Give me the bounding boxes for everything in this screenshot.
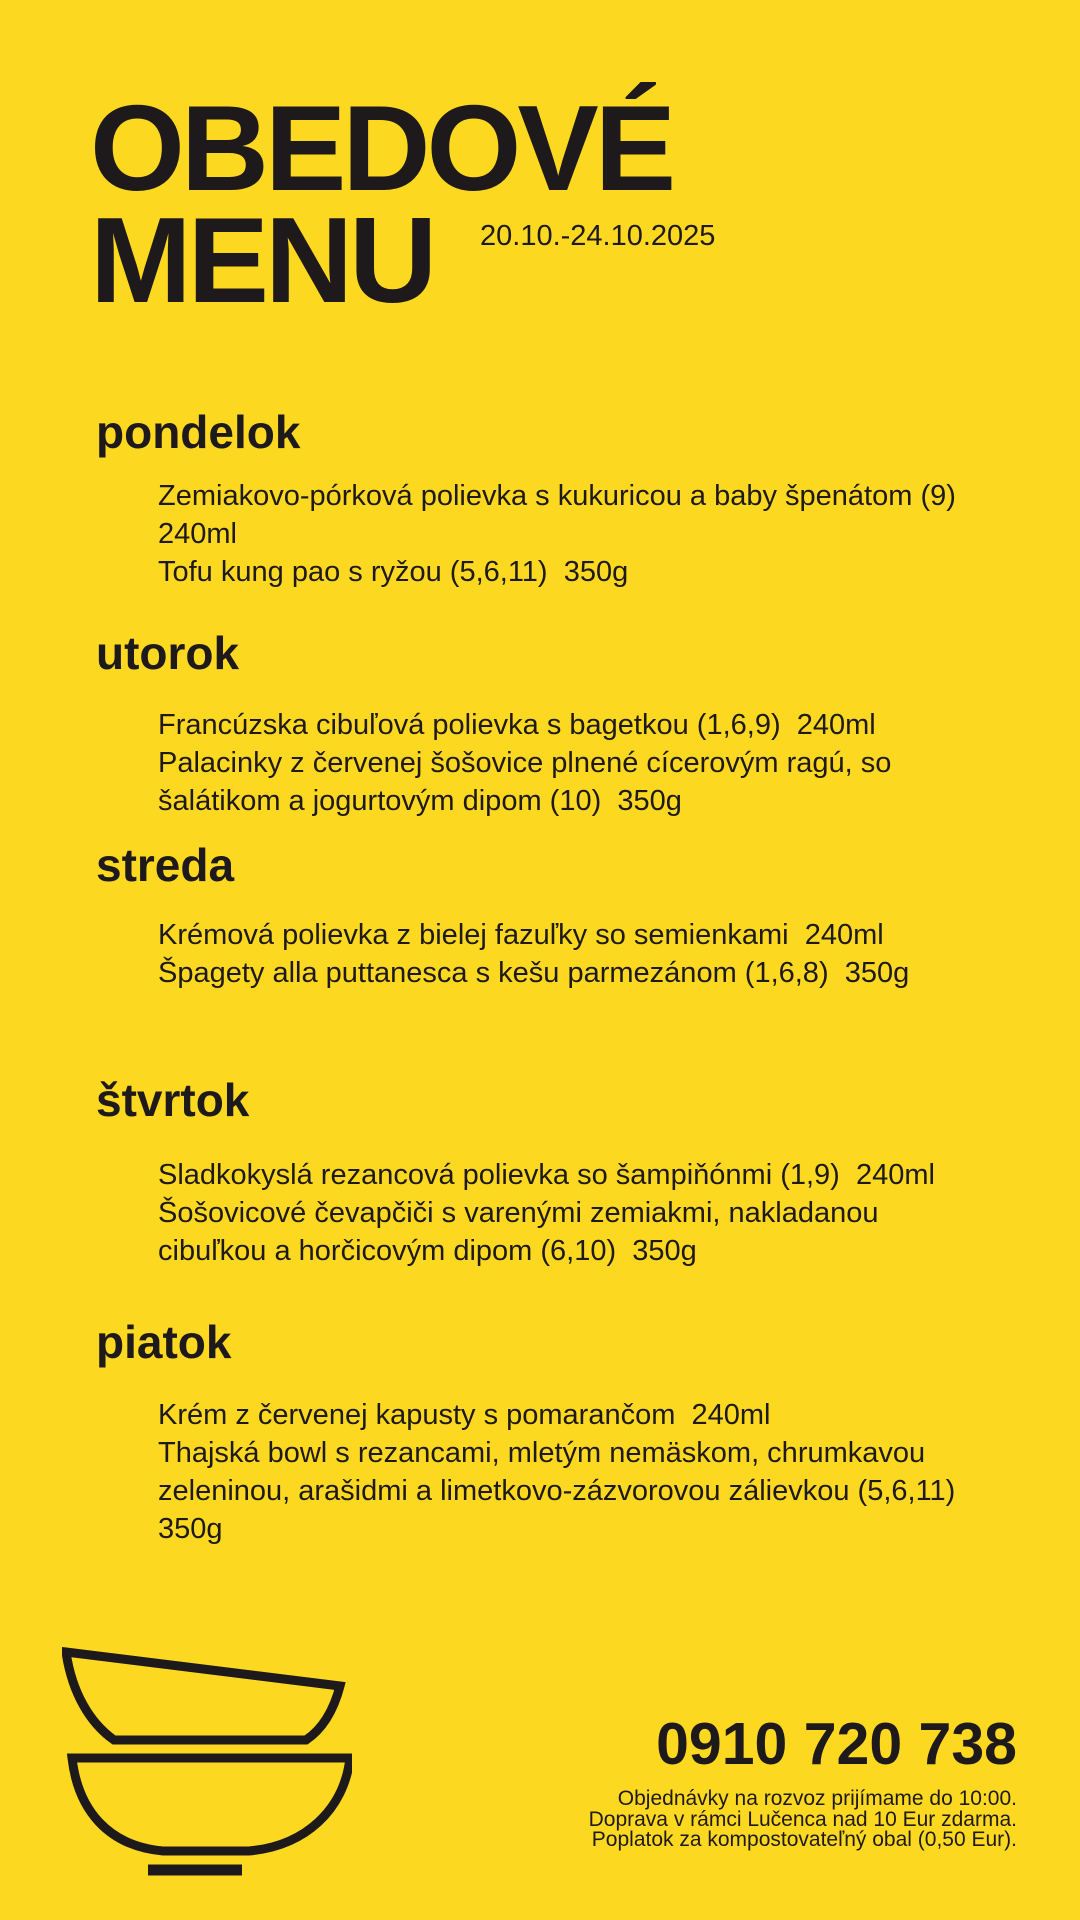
title-line-2: MENU [90,192,434,328]
menu-item-line: šalátikom a jogurtovým dipom (10) 350g [158,785,682,817]
day-heading-pondelok: pondelok [96,406,301,458]
menu-item-line: Zemiakovo-pórková polievka s kukuricou a baby špenátom (9) [158,480,956,512]
info-line: Doprava v rámci Lučenca nad 10 Eur zdarma. [588,1807,1017,1831]
menu-item-line: Špagety alla puttanesca s kešu parmezánom (1,6,8) 350g [158,957,910,989]
day-items-stvrtok [158,1156,1038,1270]
menu-item-line: Palacinky z červenej šošovice plnené cícerovým ragú, so [158,747,892,779]
menu-item-line: Krémová polievka z bielej fazuľky so semienkami 240ml [158,919,884,951]
phone-number: 0910 720 738 [656,1711,1017,1777]
day-items-utorok [158,706,1038,820]
menu-item-line: 240ml [158,518,237,550]
info-line: Poplatok za kompostovateľný obal (0,50 Eur). [591,1828,1017,1851]
menu-item-line: cibuľkou a horčicovým dipom (6,10) 350g [158,1235,697,1267]
day-heading-utorok: utorok [96,627,240,679]
day-heading-piatok: piatok [96,1316,232,1368]
menu-item-line: Krém z červenej kapusty s pomarančom 240ml [158,1399,771,1431]
day-items-streda [158,916,1038,992]
stacked-bowls-icon [62,1646,352,1878]
day-items-pondelok [158,477,1038,591]
info-line: Objednávky na rozvoz prijímame do 10:00. [617,1787,1017,1810]
day-heading-streda: streda [96,839,235,891]
menu-item-line: Sladkokyslá rezancová polievka so šampiňónmi (1,9) 240ml [158,1159,935,1191]
day-items-piatok [158,1396,1038,1548]
delivery-info [589,1789,1017,1851]
date-range: 20.10.-24.10.2025 [480,220,716,252]
day-heading-stvrtok: štvrtok [96,1074,250,1126]
menu-item-line: Thajská bowl s rezancami, mletým nemäskom, chrumkavou [158,1437,926,1469]
title-line-1: OBEDOVÉ [90,80,673,216]
menu-item-line: zeleninou, arašidmi a limetkovo-zázvorovou zálievkou (5,6,11) [158,1475,956,1507]
menu-item-line: 350g [158,1513,223,1545]
menu-item-line: Šošovicové čevapčiči s varenými zemiakmi, nakladanou [158,1197,879,1229]
menu-item-line: Tofu kung pao s ryžou (5,6,11) 350g [158,556,629,588]
menu-item-line: Francúzska cibuľová polievka s bagetkou (1,6,9) 240ml [158,709,876,741]
page-title [90,80,673,328]
